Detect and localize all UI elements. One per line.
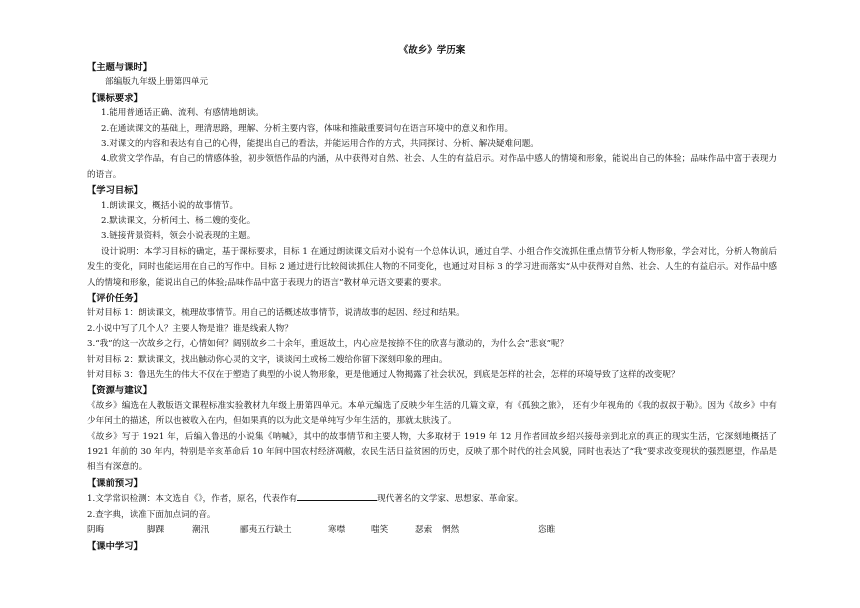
task-line: 针对目标 2：默读课文，找出触动你心灵的文字，谈谈闰土或杨二嫂给你留下深刻印象的理由。 xyxy=(87,354,448,365)
section-header-resources: 【资源与建议】 xyxy=(87,385,153,397)
goal-item: 3.链接背景资料，领会小说表现的主题。 xyxy=(101,231,256,242)
document-title: 《故乡》学历案 xyxy=(398,45,466,56)
standard-item: 3.对课文的内容和表达有自己的心得，能提出自己的看法，并能运用合作的方式，共同探讨、分析、解决疑难问题。 xyxy=(101,139,539,149)
design-note: 设计说明：本学习目标的确定，基于课标要求，目标 1 在通过朗读课文后对小说有一个总体认识，通过自学、小组合作交流抓住重点情节分析人物形象，学会对比，分析人物前后发生的变化，同时也能运用在自己的写作中。目标 2 通过进行比较阅读抓住人物的不同变化，也通过对目标 3 的学习进而落实“从中获得对自然、社会、人生的有益启示。对作品中感人的情境和形象，能说出自己的体验;品味作品中富于表现力的语言”教材单元语文要素的要求。 xyxy=(87,246,777,288)
section-header-topic: 【主题与课时】 xyxy=(87,62,153,73)
section-header-tasks: 【评价任务】 xyxy=(87,293,143,305)
preview-q1-tail: 现代著名的文学家、思想家、革命家。 xyxy=(377,494,524,505)
standard-item: 1.能用普通话正确、流利、有感情地朗读。 xyxy=(101,108,264,119)
vocab-word: 脚踝 xyxy=(147,525,165,536)
topic-text: 部编版九年级上册第四单元 xyxy=(105,77,209,88)
goal-item: 1.朗读课文，概括小说的故事情节。 xyxy=(101,200,239,211)
vocab-word: 惘然 xyxy=(442,525,460,536)
vocabulary-row xyxy=(87,523,777,538)
resource-paragraph: 《故乡》编选在人教版语文课程标准实验教材九年级上册第四单元。本单元编选了反映少年生活的几篇文章，有《孤独之旅》， 还有少年视角的《我的叔叔于勒》。因为《故乡》中有少年闰土的描述，所以也被收入在内，但如果真的以为此文是单纯写少年生活的，那就太肤浅了。 xyxy=(87,400,777,427)
task-line: 针对目标 3：鲁迅先生的伟大不仅在于塑造了典型的小说人物形象，更是他通过人物揭露了社会状况，到底是怎样的社会，怎样的环境导致了这样的改变呢？ xyxy=(87,370,680,381)
section-header-goals: 【学习目标】 xyxy=(87,185,143,197)
vocab-word: 潮汛 xyxy=(192,525,210,536)
vocab-word: 恣睢 xyxy=(538,525,556,536)
task-line: 针对目标 1：朗读课文，梳理故事情节。用自己的话概述故事情节，说清故事的起因、经过和结果。 xyxy=(87,308,465,319)
vocab-word: 嗤笑 xyxy=(371,525,389,536)
standard-item: 4.欣赏文学作品，有自己的情感体验，初步领悟作品的内涵，从中获得对自然、社会、人生的有益启示。对作品中感人的情境和形象，能说出自己的体验；品味作品中富于表现力的语言。 xyxy=(87,154,777,180)
vocab-word: 阴晦 xyxy=(87,525,105,536)
section-header-standards: 【课标要求】 xyxy=(87,92,143,104)
task-line: 3.“我”的这一次故乡之行，心情如何？阔别故乡二十余年，重返故土，内心应是按捺不住的欣喜与激动的，为什么会“悲哀”呢？ xyxy=(87,339,569,350)
goal-item: 2.默读课文，分析闰土、杨二嫂的变化。 xyxy=(101,216,256,227)
answer-blank[interactable] xyxy=(297,491,377,501)
preview-q1-text: 1.文学常识检测：本文选自《》，作者，原名，代表作有 xyxy=(87,494,298,505)
preview-question-2: 2.查字典，读准下面加点词的音。 xyxy=(87,509,216,520)
standard-item: 2.在通读课文的基础上，理清思路，理解、分析主要内容，体味和推敲重要词句在语言环境中的意义和作用。 xyxy=(101,123,514,134)
vocab-word: 瑟索 xyxy=(415,525,433,536)
preview-question-1 xyxy=(87,491,777,507)
vocab-word: 郦夷五行缺土 xyxy=(240,525,292,536)
vocab-word: 寒噤 xyxy=(328,525,346,536)
task-line: 2.小说中写了几个人？主要人物是谁？谁是线索人物？ xyxy=(87,323,293,334)
document-page xyxy=(87,44,777,554)
resource-paragraph: 《故乡》写于 1921 年，后编入鲁迅的小说集《呐喊》，其中的故事情节和主要人物，大多取材于 1919 年 12 月作者回故乡绍兴接母亲到北京的真正的现实生活，它深刻地概括了 1921 年前的 30 年内，特别是辛亥革命后 10 年间中国农村经济凋敝，农民生活日益贫困的历史，反映了那个时代的社会风貌，同时也表达了“我”要求改变现状的强烈愿望，作品是相当有深意的。 xyxy=(87,431,777,473)
section-header-class: 【课中学习】 xyxy=(87,540,143,552)
section-header-preview: 【课前预习】 xyxy=(87,477,143,489)
